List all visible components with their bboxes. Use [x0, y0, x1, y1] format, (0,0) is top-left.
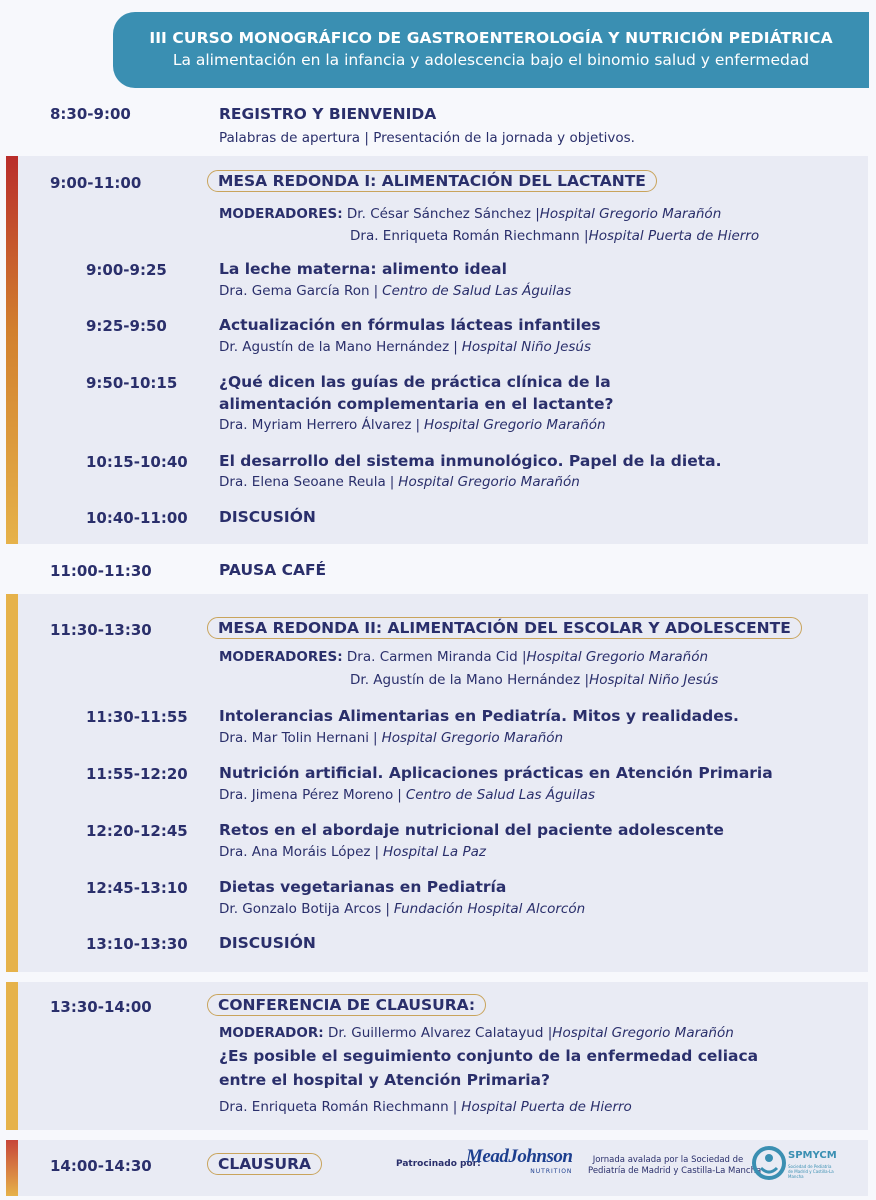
conferencia-question: ¿Es posible el seguimiento conjunto de la enfermedad celiaca	[219, 1047, 759, 1065]
spmycm-logo-text: SPMYCM	[788, 1150, 837, 1161]
speaker-name: Dra. Mar Tolin Hernani	[219, 730, 370, 746]
separator: |	[452, 1099, 458, 1115]
speaker-institution: Hospital Niño Jesús	[461, 339, 592, 355]
moderators-label: MODERADORES:	[219, 206, 343, 222]
mesa1-moderator-2	[350, 228, 759, 244]
registro-time: 8:30-9:00	[50, 105, 131, 123]
meadjohnson-logo-text: MeadJohnson	[466, 1146, 573, 1167]
separator: |	[415, 417, 421, 433]
talk-title: La leche materna: alimento ideal	[219, 260, 507, 278]
speaker-institution: Centro de Salud Las Águilas	[382, 283, 572, 299]
registro-detail: Palabras de apertura | Presentación de la jornada y objetivos.	[219, 130, 635, 146]
clausura-title: CLAUSURA	[207, 1153, 322, 1175]
talk-speaker	[219, 339, 591, 355]
discussion-time: 13:10-13:30	[86, 935, 188, 953]
header-banner	[113, 12, 869, 88]
moderator-name: Dra. Carmen Miranda Cid	[346, 649, 518, 665]
talk-speaker	[219, 474, 580, 490]
separator: |	[373, 730, 378, 746]
talk-title: Dietas vegetarianas en Pediatría	[219, 878, 507, 896]
conferencia-moderator	[219, 1025, 734, 1041]
talk-speaker	[219, 787, 595, 803]
speaker-institution: Hospital Gregorio Marañón	[424, 417, 606, 433]
meadjohnson-logo-sub: NUTRITION	[530, 1168, 573, 1175]
speaker-name: Dra. Myriam Herrero Álvarez	[219, 417, 412, 433]
meadjohnson-logo	[466, 1146, 572, 1175]
mesa2-moderator-1	[219, 649, 708, 665]
moderator-institution: Hospital Gregorio Marañón	[539, 206, 722, 222]
speaker-name: Dra. Elena Seoane Reula	[219, 474, 386, 490]
moderators-label: MODERADORES:	[219, 649, 343, 665]
talk-time: 11:30-11:55	[86, 708, 188, 726]
conferencia-question-line2: entre el hospital y Atención Primaria?	[219, 1071, 550, 1089]
conferencia-speaker	[219, 1099, 632, 1115]
aval-line-2: Pediatría de Madrid y Castilla-La Mancha	[588, 1166, 762, 1176]
conferencia-title: CONFERENCIA DE CLAUSURA:	[207, 994, 486, 1016]
moderator-institution: Hospital Gregorio Marañón	[552, 1025, 734, 1041]
speaker-name: Dr. Gonzalo Botija Arcos	[219, 901, 382, 917]
moderator-name: Dr. César Sánchez Sánchez	[346, 206, 531, 222]
talk-title: Intolerancias Alimentarias en Pediatría. Mitos y realidades.	[219, 707, 739, 725]
discussion-time: 10:40-11:00	[86, 509, 188, 527]
mesa1-time: 9:00-11:00	[50, 174, 142, 192]
talk-time: 12:45-13:10	[86, 879, 188, 897]
aval-text	[588, 1155, 762, 1177]
talk-time: 12:20-12:45	[86, 822, 188, 840]
separator: |	[584, 672, 590, 688]
registro-title: REGISTRO Y BIENVENIDA	[219, 105, 437, 123]
moderator-institution: Hospital Niño Jesús	[589, 672, 719, 688]
aval-line-1: Jornada avalada por la Sociedad de	[592, 1155, 744, 1165]
separator: |	[453, 339, 458, 355]
clausura-time: 14:00-14:30	[50, 1157, 152, 1175]
speaker-name: Dra. Enriqueta Román Riechmann	[219, 1099, 449, 1115]
discussion-title: DISCUSIÓN	[219, 508, 316, 526]
speaker-name: Dra. Gema García Ron	[219, 283, 370, 299]
conferencia-time: 13:30-14:00	[50, 998, 152, 1016]
mesa1-title: MESA REDONDA I: ALIMENTACIÓN DEL LACTANTE	[207, 170, 657, 192]
talk-speaker	[219, 844, 486, 860]
spmycm-logo-sub: Sociedad de Pediatría de Madrid y Castilla-La Mancha	[788, 1164, 834, 1179]
talk-speaker	[219, 730, 563, 746]
separator: |	[389, 474, 395, 490]
course-title: III CURSO MONOGRÁFICO DE GASTROENTEROLOGÍA Y NUTRICIÓN PEDIÁTRICA	[149, 29, 833, 47]
talk-speaker	[219, 283, 571, 299]
mesa1-accent-bar	[6, 156, 18, 544]
separator: |	[374, 844, 380, 860]
conferencia-accent-bar	[6, 982, 18, 1130]
speaker-institution: Hospital Gregorio Marañón	[398, 474, 580, 490]
mesa2-moderator-2	[350, 672, 718, 688]
mesa1-moderator-1	[219, 206, 721, 222]
talk-title: ¿Qué dicen las guías de práctica clínica de la	[219, 373, 611, 391]
talk-time: 9:50-10:15	[86, 374, 178, 392]
speaker-institution: Hospital La Paz	[383, 844, 486, 860]
talk-time: 11:55-12:20	[86, 765, 188, 783]
separator: |	[373, 283, 379, 299]
talk-title: El desarrollo del sistema inmunológico. Papel de la dieta.	[219, 452, 722, 470]
pausa-time: 11:00-11:30	[50, 562, 152, 580]
speaker-institution: Hospital Gregorio Marañón	[381, 730, 564, 746]
separator: |	[535, 206, 540, 222]
mesa2-title: MESA REDONDA II: ALIMENTACIÓN DEL ESCOLAR Y ADOLESCENTE	[207, 617, 802, 639]
talk-speaker	[219, 417, 606, 433]
mesa2-time: 11:30-13:30	[50, 621, 152, 639]
separator: |	[547, 1025, 553, 1041]
moderator-institution: Hospital Puerta de Hierro	[588, 228, 760, 244]
talk-title-line2: alimentación complementaria en el lactante?	[219, 395, 614, 413]
separator: |	[584, 228, 589, 244]
talk-time: 9:00-9:25	[86, 261, 167, 279]
moderator-name: Dr. Agustín de la Mano Hernández	[350, 672, 581, 688]
talk-title: Actualización en fórmulas lácteas infantiles	[219, 316, 601, 334]
talk-speaker	[219, 901, 585, 917]
talk-title: Retos en el abordaje nutricional del paciente adolescente	[219, 821, 724, 839]
moderator-label: MODERADOR:	[219, 1025, 324, 1041]
speaker-name: Dra. Ana Moráis López	[219, 844, 371, 860]
separator: |	[385, 901, 390, 917]
spmycm-logo	[752, 1146, 786, 1184]
speaker-name: Dr. Agustín de la Mano Hernández	[219, 339, 450, 355]
clausura-accent-bar	[6, 1140, 18, 1196]
speaker-institution: Fundación Hospital Alcorcón	[393, 901, 586, 917]
speaker-institution: Centro de Salud Las Águilas	[405, 787, 596, 803]
mesa2-accent-bar	[6, 594, 18, 972]
talk-time: 9:25-9:50	[86, 317, 167, 335]
sponsor-label: Patrocinado por:	[396, 1159, 481, 1169]
moderator-name: Dr. Guillermo Alvarez Calatayud	[327, 1025, 544, 1041]
course-subtitle: La alimentación en la infancia y adolescencia bajo el binomio salud y enfermedad	[172, 51, 810, 69]
separator: |	[397, 787, 402, 803]
separator: |	[521, 649, 527, 665]
speaker-institution: Hospital Puerta de Hierro	[461, 1099, 632, 1115]
moderator-institution: Hospital Gregorio Marañón	[526, 649, 709, 665]
spmycm-logo-icon	[752, 1146, 786, 1180]
discussion-title: DISCUSIÓN	[219, 934, 316, 952]
pausa-title: PAUSA CAFÉ	[219, 561, 327, 579]
speaker-name: Dra. Jimena Pérez Moreno	[219, 787, 394, 803]
talk-title: Nutrición artificial. Aplicaciones prácticas en Atención Primaria	[219, 764, 773, 782]
moderator-name: Dra. Enriqueta Román Riechmann	[350, 228, 580, 244]
talk-time: 10:15-10:40	[86, 453, 188, 471]
